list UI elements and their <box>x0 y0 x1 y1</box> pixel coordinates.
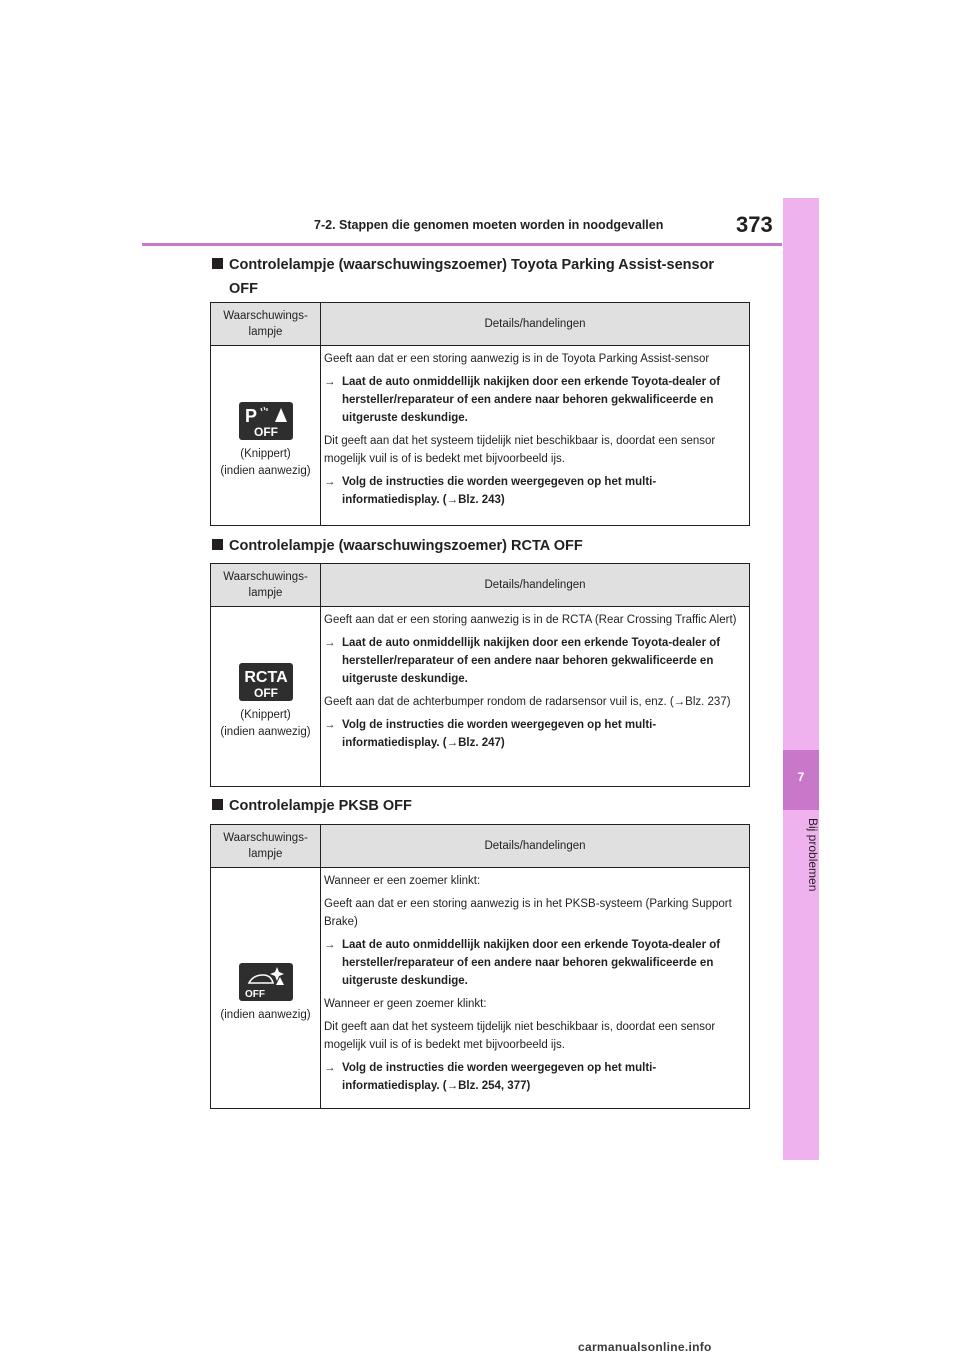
detail-text: Dit geeft aan dat het systeem tijdelijk niet beschikbaar is, doordat een sensor mogelijk vuil is of is bedekt met bijvoorbeeld ijs. <box>324 435 716 465</box>
section-title-text: Controlelampje PKSB OFF <box>229 798 412 814</box>
action-item: → Volg de instructies die worden weergegeven op het multi-informatiedisplay. (→Blz. 254, 377) <box>324 1059 744 1095</box>
section-title-pksb <box>212 796 412 816</box>
table-header-row <box>211 564 750 607</box>
table-row <box>211 607 750 787</box>
arrow-icon: → <box>324 376 336 388</box>
arrow-icon: → <box>324 1062 336 1074</box>
footer-watermark: carmanualsonline.info <box>578 1340 712 1354</box>
arrow-icon: → <box>324 719 336 731</box>
section-title-parking-assist <box>212 255 714 299</box>
icon-label: (Knippert) <box>240 708 291 721</box>
action-item: → Laat de auto onmiddellijk nakijken door een erkende Toyota-dealer of hersteller/reparateur of een andere naar behoren gekwalificeerde en uitgeruste deskundige. <box>324 936 744 990</box>
column-header-details: Details/handelingen <box>321 825 750 868</box>
warning-table-parking-assist <box>210 302 750 526</box>
action-item: → Laat de auto onmiddellijk nakijken door een erkende Toyota-dealer of hersteller/reparateur of een andere naar behoren gekwalificeerde en uitgeruste deskundige. <box>324 373 744 427</box>
icon-label: (indien aanwezig) <box>220 1008 311 1021</box>
icon-text: OFF <box>244 988 265 1000</box>
chapter-side-tab <box>783 198 819 1160</box>
rcta-off-icon <box>239 663 293 701</box>
details-cell <box>321 868 750 1109</box>
icon-text: OFF <box>253 685 278 700</box>
icon-text: OFF <box>253 424 278 439</box>
section-title-text-cont: OFF <box>229 281 258 297</box>
warning-table-rcta <box>210 563 750 787</box>
section-title-rcta <box>212 536 583 556</box>
page-number: 373 <box>736 212 773 237</box>
action-item: → Laat de auto onmiddellijk nakijken door een erkende Toyota-dealer of hersteller/reparateur of een andere naar behoren gekwalificeerde en uitgeruste deskundige. <box>324 634 744 688</box>
column-header-details: Details/handelingen <box>321 303 750 346</box>
column-header-lamp: Waarschuwings- lampje <box>211 303 321 346</box>
detail-text: Wanneer er een zoemer klinkt: <box>324 875 481 887</box>
arrow-icon: → <box>324 637 336 649</box>
column-header-details: Details/handelingen <box>321 564 750 607</box>
warning-table-pksb <box>210 824 750 1109</box>
parking-assist-off-icon <box>239 402 293 440</box>
icon-label: (indien aanwezig) <box>220 725 311 738</box>
icon-cell <box>211 607 321 787</box>
icon-label: (Knippert) <box>240 447 291 460</box>
bullet-square-icon <box>212 258 223 269</box>
header-rule <box>142 243 782 246</box>
detail-text: Wanneer er geen zoemer klinkt: <box>324 998 487 1010</box>
detail-text: Geeft aan dat de achterbumper rondom de radarsensor vuil is, enz. (→Blz. 237) <box>324 696 731 708</box>
table-row <box>211 346 750 526</box>
details-cell <box>321 346 750 526</box>
table-row <box>211 868 750 1109</box>
pksb-off-icon <box>239 963 293 1001</box>
svg-text:P: P <box>244 405 257 426</box>
details-cell <box>321 607 750 787</box>
column-header-lamp: Waarschuwings- lampje <box>211 564 321 607</box>
icon-cell <box>211 346 321 526</box>
icon-label: (indien aanwezig) <box>220 464 311 477</box>
bullet-square-icon <box>212 539 223 550</box>
detail-text: Geeft aan dat er een storing aanwezig is in de Toyota Parking Assist-sensor <box>324 353 710 365</box>
column-header-lamp: Waarschuwings- lampje <box>211 825 321 868</box>
icon-text-top: RCTA <box>243 668 288 686</box>
section-title-text: Controlelampje (waarschuwingszoemer) RCTA OFF <box>229 538 583 554</box>
detail-text: Geeft aan dat er een storing aanwezig is in de RCTA (Rear Crossing Traffic Alert) <box>324 614 737 626</box>
table-header-row <box>211 303 750 346</box>
arrow-icon: → <box>324 939 336 951</box>
action-item: → Volg de instructies die worden weergegeven op het multi-informatiedisplay. (→Blz. 247) <box>324 716 744 752</box>
chapter-number: 7 <box>797 770 805 784</box>
detail-text: Dit geeft aan dat het systeem tijdelijk niet beschikbaar is, doordat een sensor mogelijk vuil is of is bedekt met bijvoorbeeld ijs. <box>324 1021 716 1051</box>
bullet-square-icon <box>212 799 223 810</box>
icon-cell <box>211 868 321 1109</box>
action-item: → Volg de instructies die worden weergegeven op het multi-informatiedisplay. (→Blz. 243) <box>324 473 744 509</box>
arrow-icon: → <box>324 476 336 488</box>
section-header: 7-2. Stappen die genomen moeten worden in noodgevallen <box>314 218 664 232</box>
table-header-row <box>211 825 750 868</box>
detail-text: Geeft aan dat er een storing aanwezig is in het PKSB-systeem (Parking Support Brake) <box>324 898 732 928</box>
chapter-label: Bij problemen <box>806 818 820 892</box>
section-title-text: Controlelampje (waarschuwingszoemer) Toyota Parking Assist-sensor <box>229 257 715 273</box>
